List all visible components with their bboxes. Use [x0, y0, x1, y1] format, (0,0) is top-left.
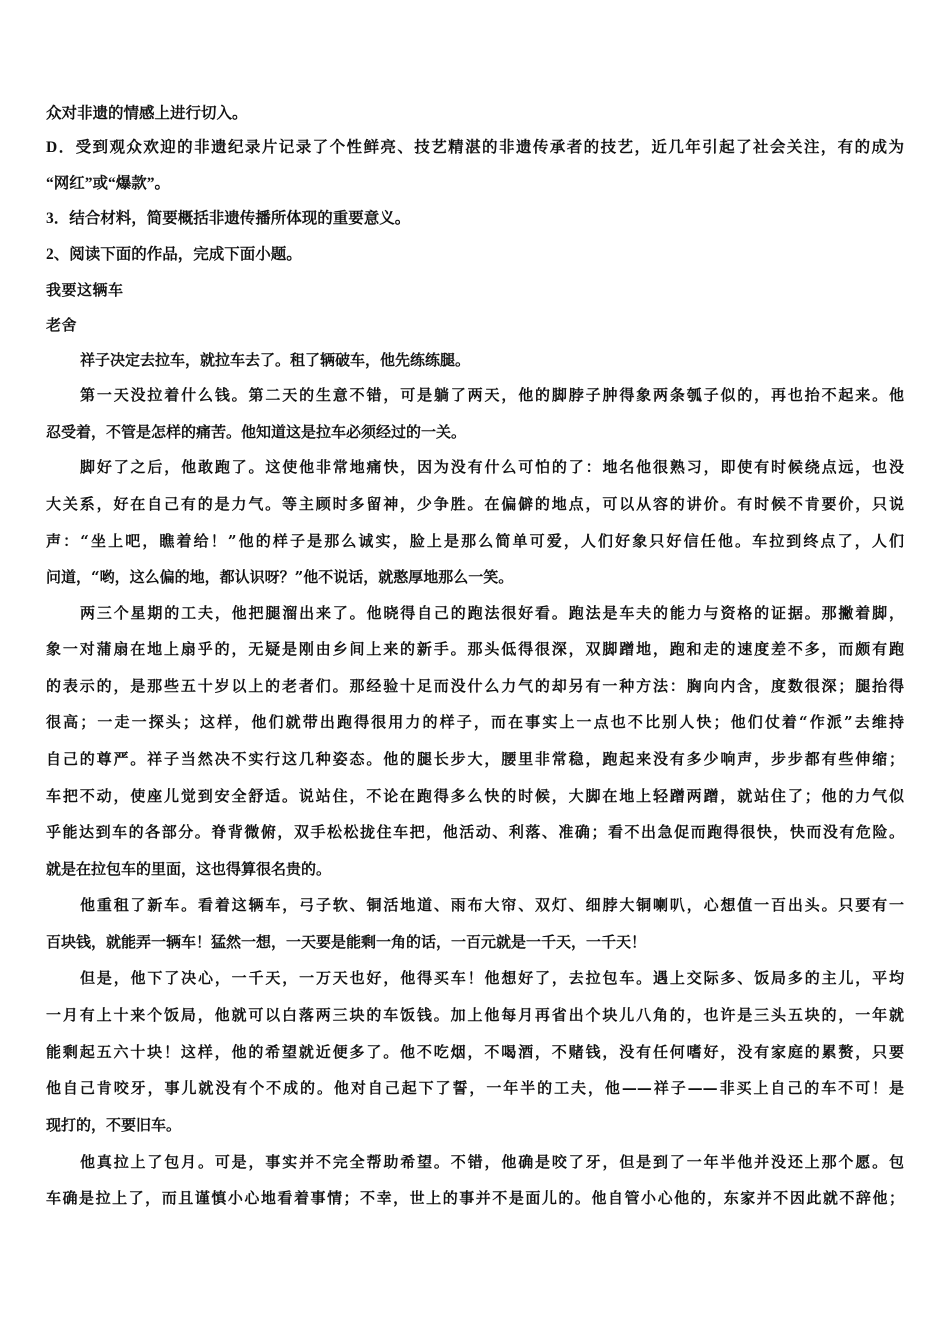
- article-line: 但是，他下了决心，一千天，一万天也好，他得买车！他想好了，去拉包车。遇上交际多、饭局多的主儿，平均: [80, 969, 904, 987]
- article-author: 老舍: [46, 316, 78, 334]
- article-line: 就是在拉包车的里面，这也得算很名贵的。: [46, 860, 332, 878]
- article-title: 我要这辆车: [46, 281, 124, 299]
- article-line: 能剩起五六十块！这样，他的希望就近便多了。他不吃烟，不喝酒，不赌钱，没有任何嗜好，没有家庭的累赘，只要: [46, 1043, 904, 1061]
- article-line: 大关系，好在自己有的是力气。等主顾时多留神，少争胜。在偏僻的地点，可以从容的讲价。有时候不肯要价，只说: [46, 495, 904, 513]
- option-c-tail: 众对非遗的情感上进行切入。: [46, 105, 248, 122]
- article-line: 祥子决定去拉车，就拉车去了。租了辆破车，他先练练腿。: [80, 351, 471, 369]
- article-line: 两三个星期的工夫，他把腿溜出来了。他晓得自己的跑法很好看。跑法是车夫的能力与资格的证据。那撇着脚，: [80, 604, 904, 622]
- article-line: 乎能达到车的各部分。脊背微俯，双手松松拢住车把，他活动、利落、准确；看不出急促而跑得很快，快而没有危险。: [46, 823, 904, 841]
- article-line: 一月有上十来个饭局，他就可以白落两三块的车饭钱。加上他每月再省出个块儿八角的，也许是三头五块的，一年就: [46, 1006, 904, 1024]
- article-line: 车把不动，使座儿觉到安全舒适。说站住，不论在跑得多么快的时候，大脚在地上轻蹭两蹭，就站住了；他的力气似: [46, 787, 904, 805]
- article-line: 第一天没拉着什么钱。第二天的生意不错，可是躺了两天，他的脚脖子肿得象两条瓠子似的，再也抬不起来。他: [80, 386, 904, 404]
- article-line: 很高；一走一探头；这样，他们就带出跑得很用力的样子，而在事实上一点也不比别人快；他们仗着“作派”去维持: [46, 713, 904, 731]
- question-3: 3．结合材料，简要概括非遗传播所体现的重要意义。: [46, 210, 411, 227]
- article-line: 百块钱，就能弄一辆车！猛然一想，一天要是能剩一角的话，一百元就是一千天，一千天！: [46, 933, 647, 951]
- article-line: 现打的，不要旧车。: [46, 1116, 182, 1134]
- article-line: 象一对蒲扇在地上扇乎的，无疑是刚由乡间上来的新手。那头低得很深，双脚蹭地，跑和走的速度差不多，而颇有跑: [46, 640, 904, 658]
- option-d-line-2: “网红”或“爆款”。: [46, 175, 171, 192]
- article-line: 他真拉上了包月。可是，事实并不完全帮助希望。不错，他确是咬了牙，但是到了一年半他并没还上那个愿。包: [80, 1153, 904, 1171]
- article-line: 脚好了之后，他敢跑了。这使他非常地痛快，因为没有什么可怕的了：地名他很熟习，即使有时候绕点远，也没: [80, 458, 904, 476]
- article-line: 自己的尊严。祥子当然决不实行这几种姿态。他的腿长步大，腰里非常稳，跑起来没有多少响声，步步都有些伸缩；: [46, 750, 904, 768]
- article-line: 声：“坐上吧，瞧着给！”他的样子是那么诚实，脸上是那么简单可爱，人们好象只好信任他。车拉到终点了，人们: [46, 532, 904, 550]
- article-line: 他重租了新车。看着这辆车，弓子软、铜活地道、雨布大帘、双灯、细脖大铜喇叭，心想值一百出头。只要有一: [80, 896, 904, 914]
- article-line: 忍受着，不管是怎样的痛苦。他知道这是拉车必须经过的一关。: [46, 423, 467, 441]
- article-line: 的表示的，是那些五十岁以上的老者们。那经验十足而没什么力气的却另有一种方法：胸向内含，度数很深；腿抬得: [46, 677, 904, 695]
- option-d-line-1: D．受到观众欢迎的非遗纪录片记录了个性鲜亮、技艺精湛的非遗传承者的技艺，近几年引起了社会关注，有的成为: [46, 139, 904, 156]
- article-line: 车确是拉上了，而且谨慎小心地看着事情；不幸，世上的事并不是面儿的。他自管小心他的，东家并不因此就不辞他；: [46, 1189, 904, 1207]
- article-line: 他自己肯咬牙，事儿就没有个不成的。他对自己起下了誓，一年半的工夫，他——祥子——非买上自己的车不可！是: [46, 1079, 904, 1097]
- section-2-heading: 2、阅读下面的作品，完成下面小题。: [46, 246, 302, 263]
- article-line: 问道，“哟，这么偏的地，都认识呀？”他不说话，就憨厚地那么一笑。: [46, 568, 514, 586]
